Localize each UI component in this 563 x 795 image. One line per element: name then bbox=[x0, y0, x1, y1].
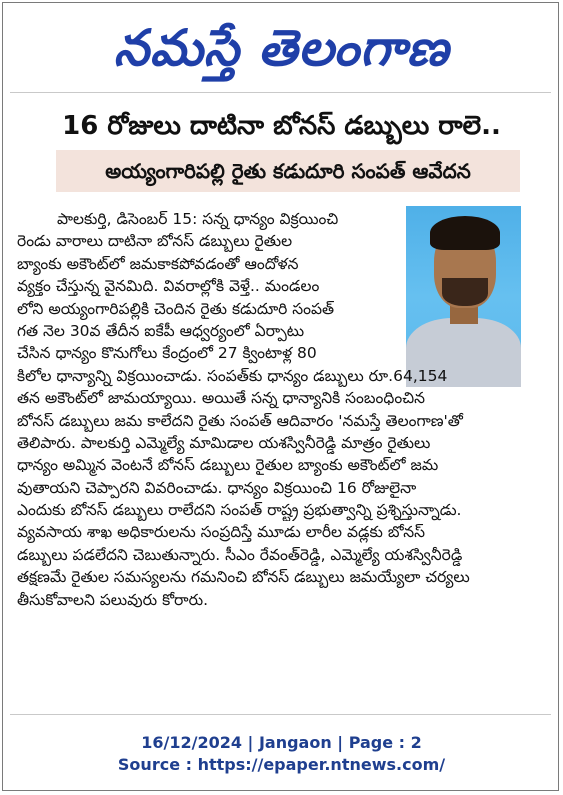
body-line: చేసిన ధాన్యం కొనుగోలు కేంద్రంలో 27 క్వింటాళ్ల 80 bbox=[17, 344, 317, 363]
body-line: తక్షణమే రైతుల సమస్యలను గమనించి బోనస్ డబ్బులు జమయ్యేలా చర్యలు bbox=[17, 568, 470, 587]
footer-divider bbox=[10, 714, 551, 715]
footer-source: Source : https://epaper.ntnews.com/ bbox=[117, 755, 446, 774]
footer-date-edition: 16/12/2024 | Jangaon | Page : 2 bbox=[141, 733, 422, 752]
article-subheadline: అయ్యంగారిపల్లి రైతు కడుదూరి సంపత్ ఆవేదన bbox=[56, 150, 520, 192]
body-line: బ్యాంకు అకౌంట్‌లో జమకాకపోవడంతో ఆందోళన bbox=[17, 254, 299, 273]
body-line: కిలోల ధాన్యాన్ని విక్రయించాడు. సంపత్‌కు ధాన్యం డబ్బులు రూ.64,154 bbox=[17, 366, 448, 385]
body-line: లోని అయ్యంగారిపల్లికి చెందిన రైతు కడుదూరి సంపత్ bbox=[17, 299, 335, 318]
clipping-footer bbox=[0, 732, 563, 776]
article-body bbox=[17, 208, 525, 611]
body-line: గత నెల 30వ తేదీన ఐకేపీ ఆధ్వర్యంలో ఏర్పాటు bbox=[17, 321, 305, 340]
newspaper-masthead: నమస్తే తెలంగాణ bbox=[113, 19, 450, 77]
body-line: బోనస్ డబ్బులు జమ కాలేదని రైతు సంపత్ ఆదివారం 'నమస్తే తెలంగాణ'తో bbox=[17, 411, 463, 430]
article-headline: 16 రోజులు దాటినా బోనస్ డబ్బులు రాలె.. bbox=[62, 111, 501, 141]
body-line: తీసుకోవాలని పలువురు కోరారు. bbox=[17, 590, 209, 609]
body-line: రెండు వారాలు దాటినా బోనస్ డబ్బులు రైతుల bbox=[17, 232, 293, 251]
body-line: వ్యవసాయ శాఖ అధికారులను సంప్రదిస్తే మూడు లారీల వడ్లకు బోనస్ bbox=[17, 523, 425, 542]
body-line: ఎందుకు బోనస్ డబ్బులు రాలేదని సంపత్ రాష్ట్ర ప్రభుత్వాన్ని ప్రశ్నిస్తున్నాడు. bbox=[17, 501, 462, 520]
body-line: పాలకుర్తి, డిసెంబర్ 15: సన్న ధాన్యం విక్రయించి bbox=[57, 210, 339, 228]
body-line: తన అకౌంట్‌లో జామయ్యాయి. అయితే సన్న ధాన్యానికి సంబంధించిన bbox=[17, 389, 425, 408]
body-line: డబ్బులు పడలేదని చెబుతున్నారు. సీఎం రేవంత్‌రెడ్డి, ఎమ్మెల్యే యశస్వినీరెడ్డి bbox=[17, 545, 463, 564]
body-line: తెలిపారు. పాలకుర్తి ఎమ్మెల్యే మామిడాల యశస్వినీరెడ్డి మాత్రం రైతులు bbox=[17, 433, 431, 452]
body-line: ధాన్యం అమ్మిన వెంటనే బోనస్ డబ్బులు రైతుల బ్యాంకు అకౌంట్‌లో జమ bbox=[17, 456, 439, 475]
body-line: వ్యక్తం చేస్తున్న వైనమిది. వివరాల్లోకి వెళ్తే.. మండలం bbox=[17, 277, 320, 296]
body-line: వుతాయని చెప్పారని వివరించాడు. ధాన్యం విక్రయించి 16 రోజులైనా bbox=[17, 478, 417, 497]
masthead-divider bbox=[10, 92, 551, 93]
